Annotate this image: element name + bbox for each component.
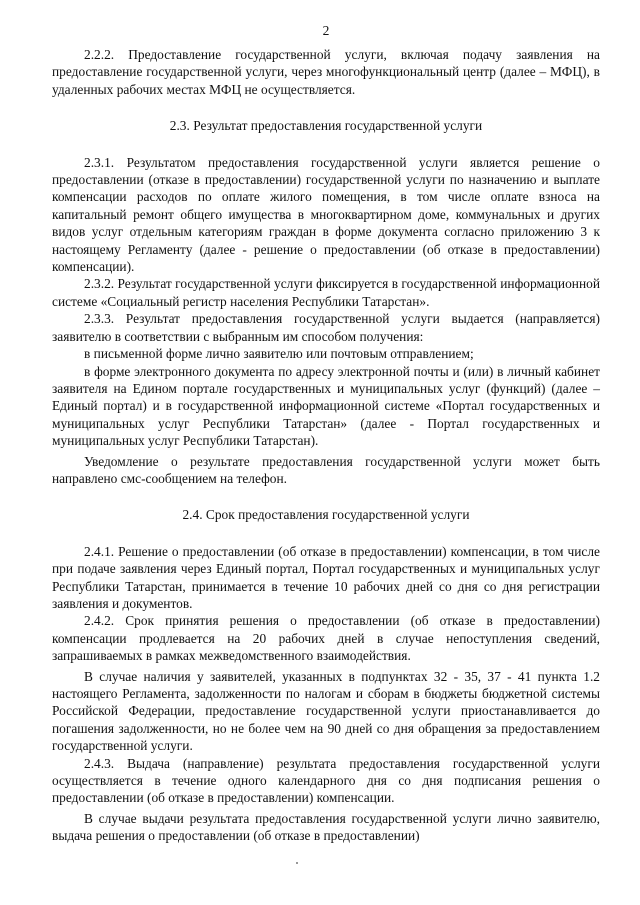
paragraph-2-2-2: 2.2.2. Предоставление государственной услуги, включая подачу заявления на предоставление государственной услуги, через многофункциональный центр (далее – МФЦ), в удаленных рабочих местах МФЦ не осуществляется. xyxy=(52,47,600,97)
section-heading-2-3: 2.3. Результат предоставления государственной услуги xyxy=(169,118,483,134)
paragraph-sms-notification: Уведомление о результате предоставления государственной услуги может быть направлено смс-сообщением на телефон. xyxy=(52,453,600,486)
paragraph-tax-debt: В случае наличия у заявителей, указанных в подпунктах 32 - 35, 37 - 41 пункта 1.2 настоящего Регламента, задолженности по налогам и сборам в бюджеты бюджетной системы Российской Федерации, предоставление государственной услуги приостанавливается до погашения задолженности, но не более чем на 90 дней со дня обращения за предоставлением государственной услуги. xyxy=(52,668,600,754)
paragraph-personal-delivery: В случае выдачи результата предоставления государственной услуги лично заявителю, выдача решения о предоставлении (об отказе в предоставлении) xyxy=(52,810,600,844)
scan-speck xyxy=(296,862,298,864)
paragraph-2-4-2: 2.4.2. Срок принятия решения о предоставлении (об отказе в предоставлении) компенсации продлевается на 20 рабочих дней в случае непоступления сведений, запрашиваемых в рамках межведомственного взаимодействия. xyxy=(52,613,600,664)
section-heading-2-4: 2.4. Срок предоставления государственной услуги xyxy=(182,507,470,523)
paragraph-electronic-form: в форме электронного документа по адресу электронной почты и (или) в личный кабинет заявителя на Едином портале государственных и муниципальных услуг (функций) (далее – Единый портал) и в государственной информационной системе «Портал государственных и муниципальных услуг Республики Татарстан» (далее - Портал государственных и муниципальных услуг Республики Татарстан). xyxy=(52,363,600,449)
document-page xyxy=(52,22,600,845)
paragraph-2-3-1: 2.3.1. Результатом предоставления государственной услуги является решение о предоставлении (отказе в предоставлении) государственной услуги по назначению и выплате компенсации расходов по оплате жилого помещения, в том числе оплате взноса на капитальный ремонт общего имущества в многоквартирном доме, коммунальных и других видов услуг отдельным категориям граждан в форме документа согласно приложению 3 к настоящему Регламенту (далее - решение о предоставлении (об отказе в предоставлении) компенсации). xyxy=(52,154,600,275)
paragraph-2-3-3: 2.3.3. Результат предоставления государственной услуги выдается (направляется) заявителю в соответствии с выбранным им способом получения: xyxy=(52,311,600,344)
page-number: 2 xyxy=(322,23,330,38)
paragraph-2-3-2: 2.3.2. Результат государственной услуги фиксируется в государственной информационной системе «Социальный регистр населения Республики Татарстан». xyxy=(52,276,600,309)
paragraph-2-4-3: 2.4.3. Выдача (направление) результата предоставления государственной услуги осуществляется в течение одного календарного дня со дня подписания решения о предоставлении (об отказе в предоставлении) компенсации. xyxy=(52,755,600,806)
paragraph-2-4-1: 2.4.1. Решение о предоставлении (об отказе в предоставлении) компенсации, в том числе при подаче заявления через Единый портал, Портал государственных и муниципальных услуг Республики Татарстан, принимается в течение 10 рабочих дней со дня со дня регистрации заявления и документов. xyxy=(52,543,600,611)
paragraph-written-form: в письменной форме лично заявителю или почтовым отправлением; xyxy=(84,346,474,362)
